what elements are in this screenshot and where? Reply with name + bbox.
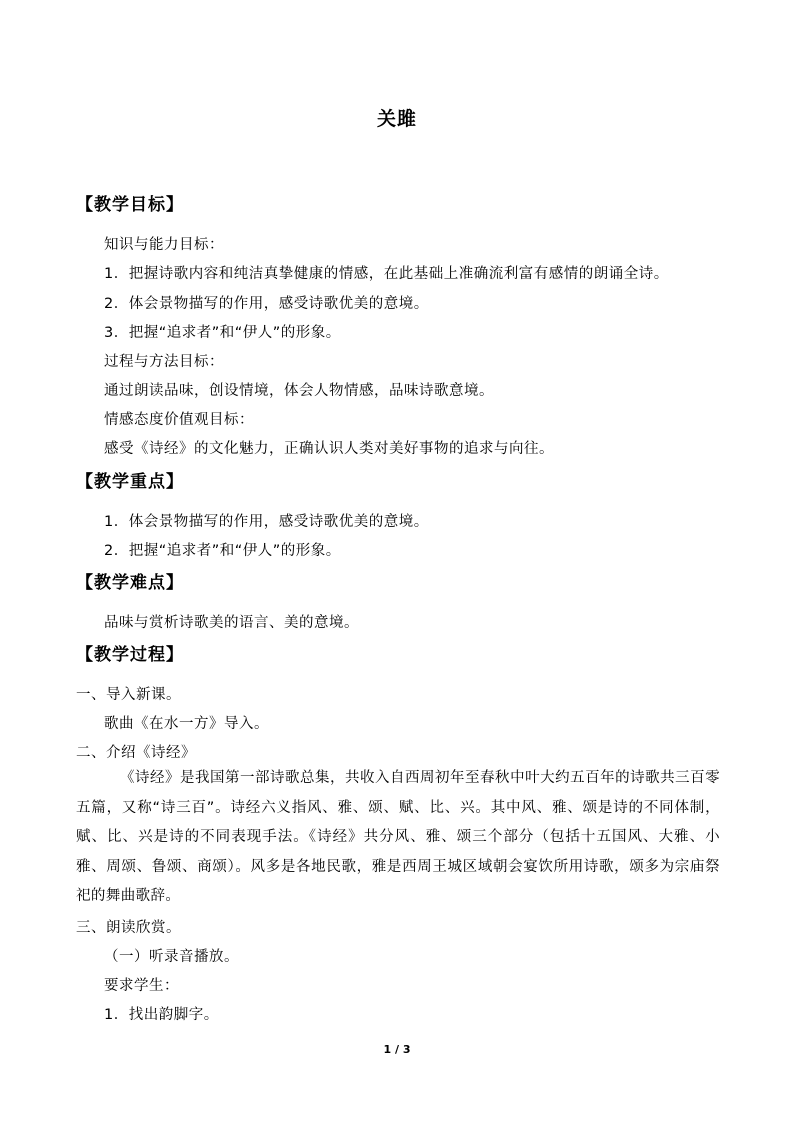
objective-line: 情感态度价值观目标： bbox=[104, 412, 254, 428]
objective-line: 感受《诗经》的文化魅力，正确认识人类对美好事物的追求与向往。 bbox=[104, 441, 554, 457]
process-step-3-sub: 要求学生： bbox=[104, 978, 179, 994]
difficulty-line: 品味与赏析诗歌美的语言、美的意境。 bbox=[104, 615, 359, 631]
process-step-1: 一、导入新课。 bbox=[76, 687, 181, 703]
section-heading-difficulties: 【教学难点】 bbox=[76, 573, 184, 593]
section-heading-objectives: 【教学目标】 bbox=[76, 195, 184, 215]
process-step-3-sub: （一）听录音播放。 bbox=[104, 949, 239, 965]
process-step-1-detail: 歌曲《在水一方》导入。 bbox=[104, 716, 269, 732]
objective-line: 3．把握“追求者”和“伊人”的形象。 bbox=[104, 325, 341, 341]
process-step-2-paragraph: 《诗经》是我国第一部诗歌总集，共收入自西周初年至春秋中叶大约五百年的诗歌共三百零五篇，又称“诗三百”。诗经六义指风、雅、颂、赋、比、兴。其中风、雅、颂是诗的不同体制，赋、比、兴是诗的不同表现手法。《诗经》共分风、雅、颂三个部分（包括十五国风、大雅、小雅、周颂、鲁颂、商颂）。风多是各地民歌，雅是西周王城区域朝会宴饮所用诗歌，颂多为宗庙祭祀的舞曲歌辞。 bbox=[76, 770, 720, 904]
process-step-3: 三、朗读欣赏。 bbox=[76, 920, 181, 936]
section-heading-key-points: 【教学重点】 bbox=[76, 472, 184, 492]
process-step-3-sub: 1．找出韵脚字。 bbox=[104, 1007, 219, 1023]
key-point-line: 2．把握“追求者”和“伊人”的形象。 bbox=[104, 543, 341, 559]
objective-line: 2．体会景物描写的作用，感受诗歌优美的意境。 bbox=[104, 296, 429, 312]
objective-line: 1．把握诗歌内容和纯洁真挚健康的情感，在此基础上准确流利富有感情的朗诵全诗。 bbox=[104, 266, 669, 282]
process-step-2: 二、介绍《诗经》 bbox=[76, 745, 196, 761]
key-point-line: 1．体会景物描写的作用，感受诗歌优美的意境。 bbox=[104, 514, 429, 530]
objective-line: 通过朗读品味，创设情境，体会人物情感，品味诗歌意境。 bbox=[104, 383, 494, 399]
objective-line: 过程与方法目标： bbox=[104, 354, 224, 370]
page-title: 关雎 bbox=[376, 108, 417, 130]
page-number: 1 / 3 bbox=[383, 1043, 411, 1056]
section-heading-process: 【教学过程】 bbox=[76, 645, 184, 665]
objective-line: 知识与能力目标： bbox=[104, 237, 224, 253]
